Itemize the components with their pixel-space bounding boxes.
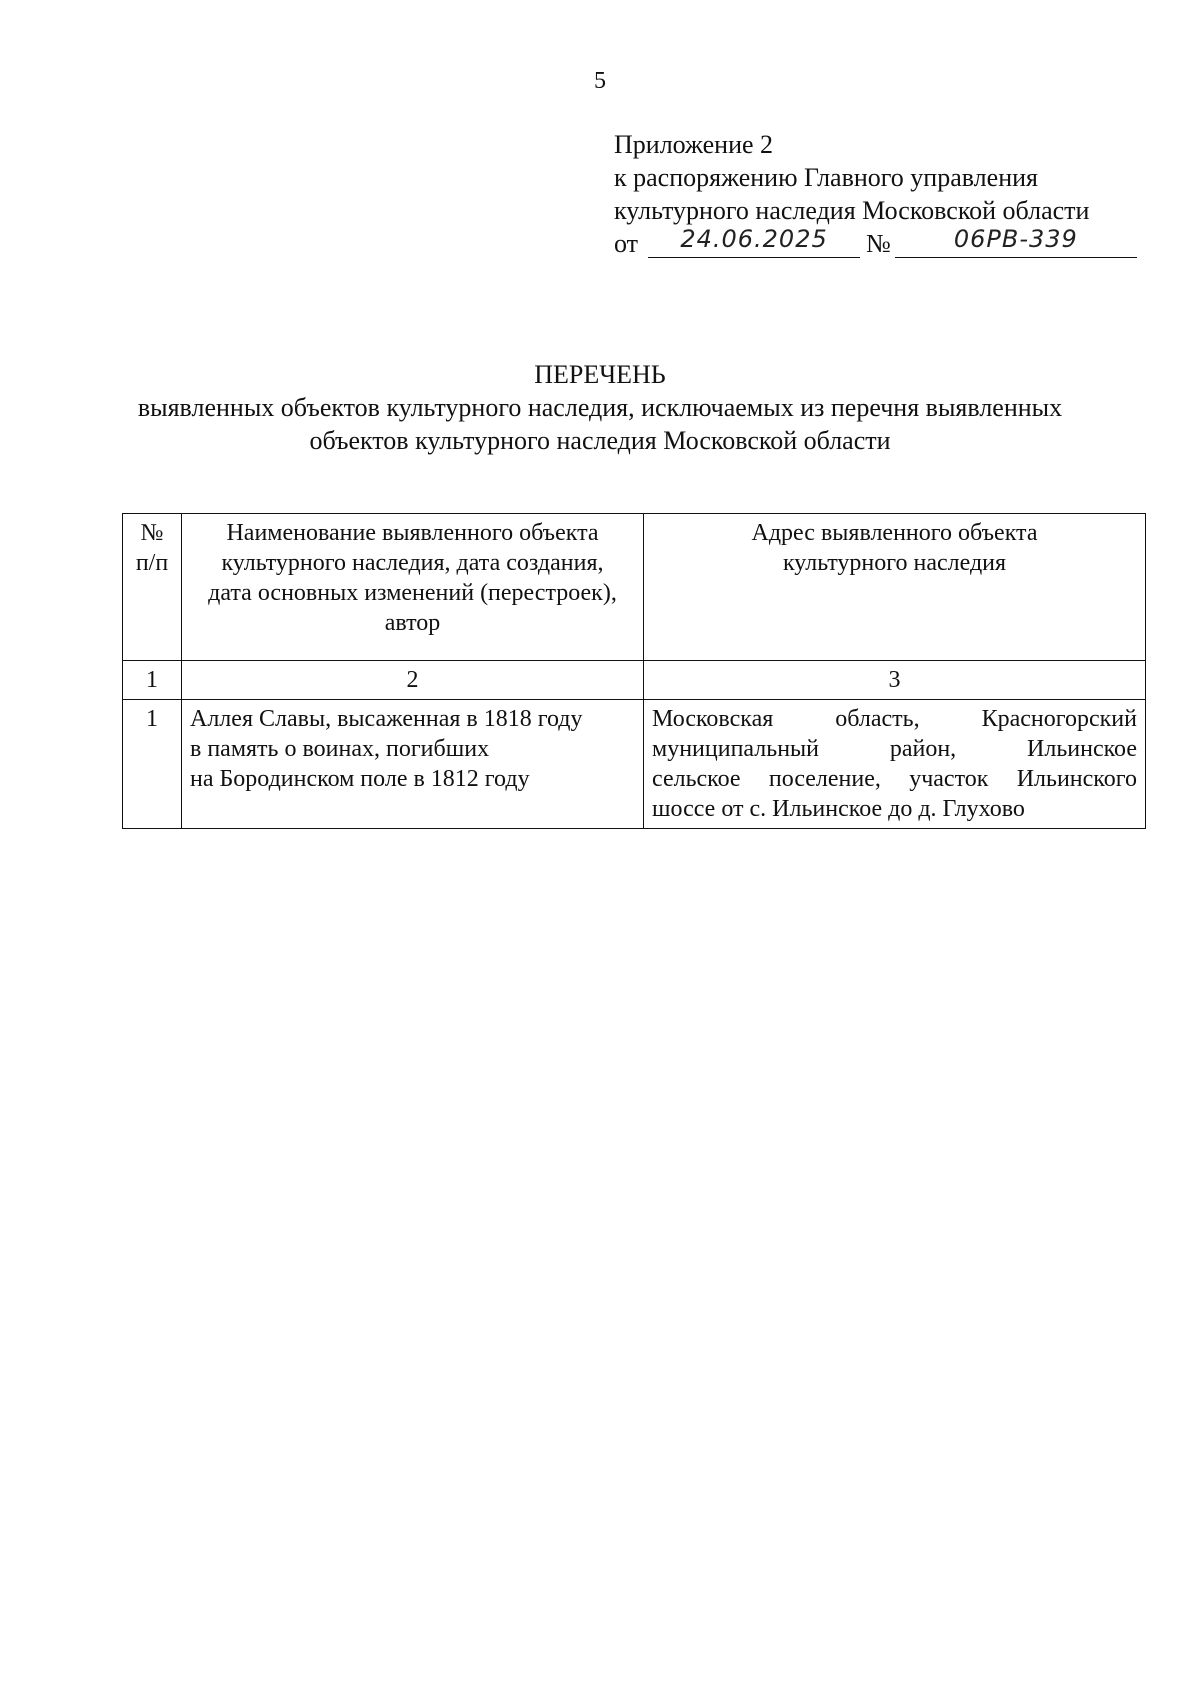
column-number-row	[123, 661, 1146, 700]
column-number-cell: 3	[644, 661, 1146, 700]
header-line: Наименование выявленного объекта	[226, 520, 599, 546]
column-number-cell: 2	[182, 661, 644, 700]
table-header-row	[123, 514, 1146, 661]
header-line: п/п	[135, 550, 169, 576]
header-cell-name	[182, 514, 644, 661]
appendix-date-line	[614, 227, 1174, 260]
header-line: Адрес выявленного объекта	[751, 520, 1038, 546]
header-line: культурного наследия	[782, 550, 1007, 576]
address-line: шоссе от с. Ильинское до д. Глухово	[652, 796, 1025, 822]
address-line: сельское поселение, участок Ильинского	[652, 766, 1137, 792]
header-line: дата основных изменений (перестроек),	[208, 580, 617, 606]
header-line: №	[140, 520, 164, 546]
table-row	[123, 700, 1146, 829]
appendix-line: Приложение 2	[614, 130, 774, 159]
handwritten-date: 24.06.2025	[680, 225, 828, 253]
object-name-line: в память о воинах, погибших	[190, 736, 490, 762]
title-subtitle-line: выявленных объектов культурного наследия, исключаемых из перечня выявленных	[137, 393, 1063, 422]
object-name-line: на Бородинском поле в 1812 году	[190, 766, 530, 792]
header-cell-address	[644, 514, 1146, 661]
row-number-cell: 1	[123, 700, 182, 829]
object-name-cell	[182, 700, 644, 829]
objects-table	[122, 513, 1146, 829]
object-name-line: Аллея Славы, высаженная в 1818 году	[190, 706, 583, 732]
title-subtitle-line: объектов культурного наследия Московской области	[309, 426, 891, 455]
number-sign: №	[866, 229, 891, 258]
header-line: автор	[384, 610, 441, 636]
date-field	[648, 227, 860, 258]
appendix-block	[614, 128, 1174, 260]
address-line: Московская область, Красногорский	[652, 706, 1137, 732]
column-number-cell: 1	[123, 661, 182, 700]
handwritten-number: 06РВ-339	[953, 225, 1078, 253]
appendix-line: культурного наследия Московской области	[614, 196, 1090, 225]
header-cell-number	[123, 514, 182, 661]
document-title	[100, 358, 1100, 457]
header-line: культурного наследия, дата создания,	[221, 550, 604, 576]
address-line: муниципальный район, Ильинское	[652, 736, 1137, 762]
title-heading: ПЕРЕЧЕНЬ	[534, 360, 666, 389]
appendix-line: к распоряжению Главного управления	[614, 163, 1038, 192]
page-number: 5	[594, 68, 606, 94]
object-address-cell	[644, 700, 1146, 829]
number-field	[895, 227, 1137, 258]
from-label: от	[614, 229, 639, 258]
